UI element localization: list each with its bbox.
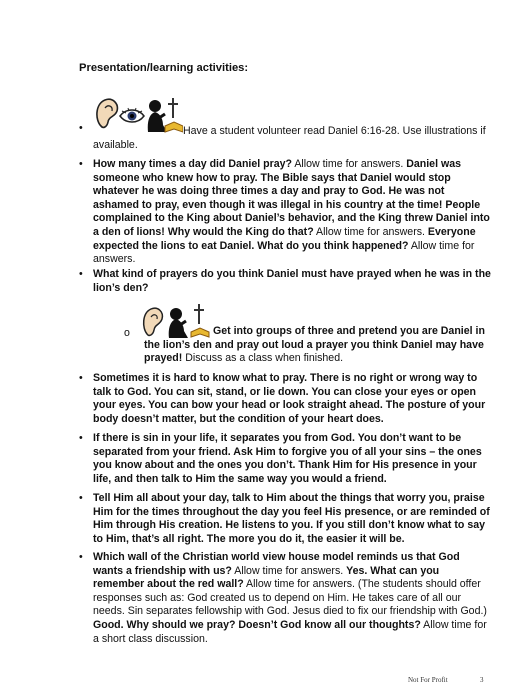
item-text: Have a student volunteer read Daniel 6:16-28. Use illustrations if available. [93,125,486,151]
bullet-marker: • [79,268,83,280]
bullet-marker: • [79,492,83,504]
footer-label: Not For Profit [408,676,448,684]
eye-icon [120,108,144,122]
question-text: Which wall of the Christian world view house model reminds us that God wants a friendship with us? [93,551,460,577]
section-heading: Presentation/learning activities: [79,62,249,74]
bullet-marker: • [79,551,83,563]
teaching-text: Everyone expected the lions to eat Daniel. What do you think happened? [93,225,476,252]
bible-cross-icon [165,98,183,132]
activity-icons-svg [93,96,183,134]
list-item-tell-him [93,492,491,546]
list-item-daniel-pray [93,158,491,267]
instruction-text: Allow time for answers. [231,564,347,577]
list-item-how-to-pray [93,372,491,426]
instruction-text: Allow time for answers. [313,225,428,238]
question-text: How many times a day did Daniel pray? [93,158,292,170]
instruction-text: Discuss as a class when finished. [182,352,344,365]
bullet-marker: • [79,158,83,170]
teaching-text: Sometimes it is hard to know what to pray. There is no right or wrong way to talk to God. You can sit, stand, or lie down. You can close your eyes or open your eyes. You can bow your head or look straight ahead. The posture of your body doesn’t matter, but the condition of your heart does. [93,372,486,425]
illustration-icons [93,96,183,139]
instruction-text: Allow time for answers. (The students should offer responses such as: God created us to depend on Him. He takes care of all our needs. Sin separates fellowship with God. Jesus died to fix our friendship with God.) [93,578,487,618]
list-item-sin [93,432,491,486]
question-text: Yes. What can you remember about the red wall? [93,564,440,591]
bullet-marker: • [79,432,83,444]
question-text: What kind of prayers do you think Daniel must have prayed when he was in the lion’s den? [93,268,491,294]
activity-text: Get into groups of three and pretend you are Daniel in the lion’s den and pray out loud a prayer you think Daniel may have prayed! [144,325,485,365]
ear-icon [97,99,117,127]
bullet-marker: • [79,372,83,384]
list-item-read-daniel [93,96,491,152]
teaching-text: If there is sin in your life, it separates you from God. You don’t want to be separated from your friend. Ask Him to forgive you of all your sins – the ones you know about and the ones you don’t. Thank Him for His presence in your life, and then talk to Him the same way you would a friend. [93,432,482,485]
sub-item-group-prayer [144,325,488,366]
bullet-marker: • [79,122,83,134]
list-item-world-view [93,551,491,646]
teaching-text: Daniel was someone who knew how to pray. The Bible says that Daniel would stop whatever he was doing three times a day and pray to God. He was not ashamed to pray, even though it was illegal in his country at the time! People complained to the King about Daniel’s behavior, and the King threw Daniel into a den of lions! Why would the King do that? [93,158,490,238]
list-item-prayers [93,268,491,295]
teaching-text: Tell Him all about your day, talk to Him about the things that worry you, praise Him for the times throughout the day you feel His presence, or are reminded of Him through His creation. He listens to you. If you still don’t know what to say to Him, that’s all right. The more you do it, the easier it will be. [93,492,490,545]
question-text: Good. Why should we pray? Doesn’t God know all our thoughts? [93,618,421,631]
instruction-text: Allow time for answers. [292,158,407,170]
instruction-text: Allow time for a short class discussion. [93,618,487,645]
instruction-text: Allow time for answers. [93,239,475,266]
praying-child-icon [148,100,167,132]
page-number: 3 [480,676,484,684]
sub-bullet-marker: o [124,327,130,339]
